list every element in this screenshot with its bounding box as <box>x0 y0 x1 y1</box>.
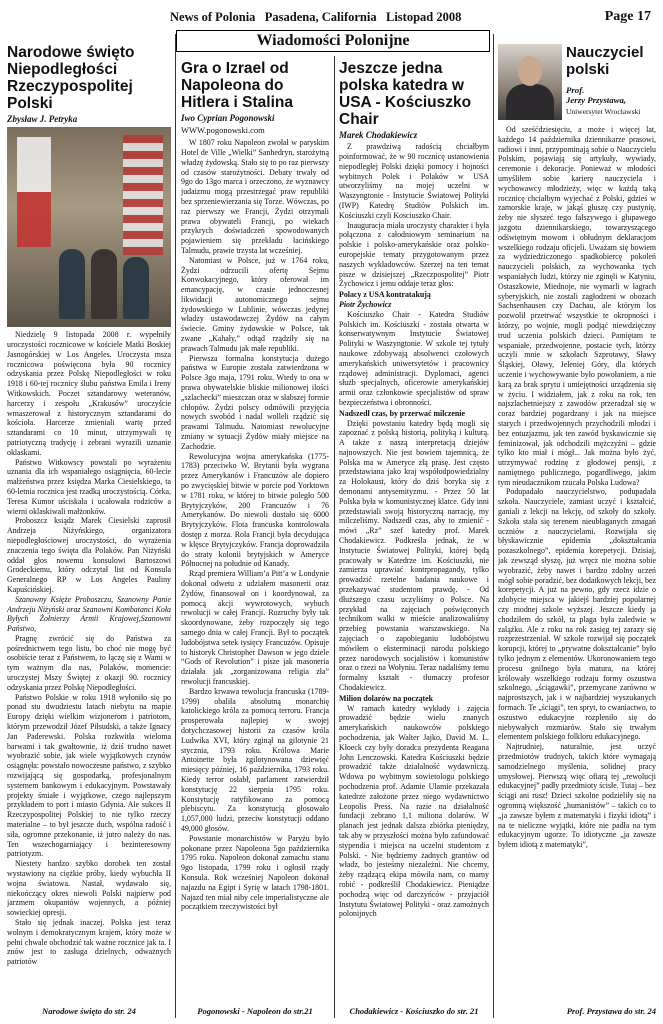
paragraph: Powstanie monarchistów w Paryżu było pokonane przez Napoleona 5go października 1795 roku. Napoleon dokonał zamachu stanu 9go listopada, 1799 roku i ogłosił rządy Konsula. Rok wcześniej Napoleon dokonał najazdu na Egipt i Syrię w latach 1798-1801. Najazd ten miał niby cele imperialistyczne ale początkiem rzeczywistości był <box>181 833 329 912</box>
paragraph: Proboszcz ksiądz Marek Ciesielski zaprosił Andrzeja Niżyńskiego, organizatora niepodległościowej uroczystości, do wyrażenia znaczenia tego święta dla Polaków. Pan Niżyński oddał głos nowemu konsulowi Bartoszowi Grodeckiemu, który odczytał list od Konsula Generalnego RP w Los Angeles Pauliny Kapuścińskiej. <box>7 516 171 594</box>
portrait-torso <box>506 84 554 120</box>
paragraph: Niedzielę 9 listopada 2008 r. wypełniły uroczystości rocznicowe w kościele Matki Boskiej Jasnogórskiej w Los Angeles. Uroczysta msza rocznicowa poświęcona była 90 rocznicy odzyskania przez Polskę Niepodległości w roku 1918 i 60-tej rocznicy ślubu państwa Emila i Ireny Witkowskich. Poczet sztandarowy weteranów, harcerzy i zespołu „Krakusów” uroczyście wmaszerował z historycznym sztandarami do kościoła. Harcerze zmieniali wartę przed sztandarami co 10 minut, utrzymywali tę patriotyczną tradycję i zebrani wyrazili uznanie oklaskami. <box>7 330 171 457</box>
paragraph: Niestety hardzo szybko dorobek ten został wystawiony na ciężkie próby, kiedy wybuchła II wojna światowa. Nastał, wydawało się, niekończący okres niewoli Polski najpierw pod jarzmem okupantów wojennych, a później sowieckiej opresji. <box>7 859 171 918</box>
portrait-head <box>518 56 542 86</box>
paragraph: Pragnę zwrócić się do Państwa za pośrednictwem tego listu, bo choć nie mogę być osobiście teraz z Państwem, to łączę się z Wami w tym ważnym dla nas, Polaków, momencie: uroczystej Mszy Świętej z okazji 90. rocznicy odzyskania przez Polskę Niepodległości. <box>7 633 171 692</box>
paragraph: Stało się jednak inaczej. Polska jest teraz wolnym i demokratycznym krajem, który może w pełni chwale obchodzić tak ważne rocznice jak ta. I znów jest to zasługa dzielnych, odważnych patriotów <box>7 918 171 967</box>
paragraph: Natomiast w Polsce, już w 1764 roku, Żydzi odrzucili ofertę Sejmu Konwokacyjnego, który oferował im emancypację, w czasie jednoczesnej likwidacji autonomicznego sejmu żydowskiego w Lublinie, wówczas jedynej władzy ustawodawczej Żydów na całym świecie. Gminy żydowskie w Polsce, tak zwane „Kahały,” odtąd rządziły się na prawach Talmudu jak małe republiki. <box>181 255 329 353</box>
article-israel-game <box>181 60 329 1016</box>
article-body <box>498 125 656 850</box>
subheading-author: Piotr Żychowicz <box>339 299 392 309</box>
subheading: Milion dolarów na początek <box>339 693 434 703</box>
person-figure <box>91 249 117 319</box>
author-portrait <box>498 44 562 120</box>
continued-link[interactable]: Prof. Przystawa do str. 24 <box>498 1005 656 1016</box>
article-title: Narodowe święto Niepodległości Rzeczypospolitej Polski <box>7 44 135 113</box>
page-header <box>0 0 663 32</box>
article-author: Marek Chodakiewicz <box>339 130 418 141</box>
publication-location: Pasadena, California <box>264 10 377 24</box>
flag-right <box>123 135 163 255</box>
article-independence-day <box>7 44 171 1016</box>
article-title: Gra o Izrael od Napoleona do Hitlera i Stalina <box>181 60 293 112</box>
article-polish-teacher <box>498 44 656 1016</box>
article-title: Jeszcze jedna polska katedra w USA - Kościuszko Chair <box>339 60 472 129</box>
article-author: Iwo Cyprian Pogonowski <box>181 113 275 124</box>
paragraph: Inauguracja miała uroczysty charakter i była połączona z całodniowym seminarium na polskie i polsko-amerykańskie oraz polsko-europejskie tematy przygotowanym przez naszych wykładowców. Szerzej na ten temat pisze w dzisiejszej „Rzeczpospolitej” Piotr Żychowicz i jemu oddaje teraz głos: <box>339 220 489 289</box>
author-university: Uniwersytet Wrocławski <box>566 106 641 116</box>
paragraph: Państwo Witkowscy powstali po wyrażeniu uznania dla ich wspaniałego osiągnięcia, 60-lecie małżeństwa przez księdza Marka Ciesielskiego, ta 60-letnia rocznica jest rzadką uroczystością. Córka, Teresa Kumor uściskała i ucałowała rodziców a wierni oklaskiwali małżonków. <box>7 457 171 516</box>
paragraph: Rząd premiera William’a Pitt’a w Londynie dokonał odwetu z udziałem masonerii oraz Żydów, finansował on i koordynował, za pomocą akcji wywrotowych, wybuch rewolucji w całej Francji. Rozruchy były tak skoordynowane, żeby rozpoczęły się tego samego dnia w całej Francji. Był to początek ludobójstwa setek tysięcy Francuzów. Opisuje to historyk Christopher Dawson w jego dziele “Gods of Revolution” i pisze jak masoneria działała jak „zorganizowana religia zła” rewolucji francuskiej. <box>181 569 329 686</box>
author-prefix: Prof. <box>566 84 585 95</box>
paragraph: Najtrudniej, naturalnie, jest uczyć przedmiotów trudnych, takich które wymagają samodzielnego myślenia, solidnej pracy umysłowej. Pierwszą więc ofiarą tej „rewolucji edukacyjnej” padły przedmioty ścisłe. Tutaj – bez ściągi ani rusz! Dzieci szkolne podzieliły się na ogromną większość „humanistów” – takich co to „ja zawsze byłem z matematyki i fizyki idiotą” i na te nieliczne wyjątki, które nie padła na tym edukacyjnym ugorze. To idiotyczne „ja zawsze byłem idiotą z matematyki”, <box>498 742 656 850</box>
paragraph: W 1807 roku Napoleon zwołał w paryskim Hotel de Ville „Wielki” Sanhedryn, starożytną władzę żydowską. Stało się to po raz pierwszy od czasów starożytności. Debaty trwały od 9go do 13go marca i orzeczono, że wyznawcy judaizmu mogą przestrzegać praw republiki bez sprzeniewierzania się Torze. Wówczas, po raz pierwszy we Francji, Żydzi otrzymali prawa obywateli Francji, po wiekach przykrych doświadczeń spowodowanych pojawieniem się przekładu łacińskiego Talmudu, prawie trzysta lat wcześniej. <box>181 138 329 255</box>
continued-link[interactable]: Narodowe święto do str. 24 <box>7 1005 171 1016</box>
paragraph-salutation: Szanowny Księże Proboszczu, Szanowny Panie Andrzeju Niżyński oraz Szanowni Kombatanci Koła Byłych Żołnierzy Armii Krajowej,Szanowni Państwo, <box>7 594 171 634</box>
article-body <box>339 142 489 919</box>
person-figure <box>123 257 149 319</box>
paragraph: Podupadało nauczycielstwo, podupadała szkoła. Nauczyciele, zamiast uczyć i kształcić, ganiali z lekcji na lekcję, od szkoły do szkoły. Szkoła stała się terenem nieubłaganych zmagań uczniów z nauczycielami. Rozwijała się błyskawicznie epidemia „dokształcania pozaszkolnego”, epidemia korepetycji. Dzisiaj, jak zewsząd słyszę, już wręcz nie można sobie wyobrazić, żeby nawet i bardzo zdolny uczeń mógł sobie poradzić, bez dodatkowych lekcji, bez korepetycji. A już na pewno, gdy rzecz idzie o zdobycie miejsca w jakiejś bardziej popularnej czy modnej szkole wyższej. Jeszcze kiedy ja chodziłem do szkół, ta plaga była zaledwie w zalążku. Ale z roku na rok zasięg tej zarazy się rozprzestrzeniał. W szkole rozwijał się początek korupcji, której to „prywatne dokształcanie” było tylko jednym z elementów. Ukoronowaniem tego procesu gnilnego była matura, na której królowały wszelkiego rodzaju formy oszustwa szkolnego, „ściągawki”, przemycane zarówno w najprostszych, jak i w najbardziej wyszukanych formach. Te „ściągi”, ten spryt, to cwaniactwo, to oszustwo edukacyjne rozpleniło się do niebywałych rozmiarów. Stało się trwałym elementem polskiego folkloru edukacyjnego. <box>498 487 656 742</box>
article-body <box>7 330 171 967</box>
column-rule-2 <box>334 56 335 1018</box>
paragraph: Rewolucyjna wojna amerykańska (1775-1783) przeciwko W. Brytanii była wygrana przez Amerykanów i Francuzów ale dopiero po zwycięskiej bitwie w porcie pod Yorktown w 1781 roku, w której to bitwie poległo 500 Brytyjczyków, 200 Francuzów i 76 Amerykanów. Do niewoli dostało się 6000 Brytyjczyków. Flota francuska kontrolowała dostęp z morza. Rola Francji była decydująca w klęsce Brytyjczyków. Francja doprowadziła do straty kolonii brytyjskich w Ameryce Północnej na południe od Kanady. <box>181 451 329 569</box>
paragraph: Bardzo krwawa rewolucja francuska (1789-1799) obaliła absolutną monarchię katolickiego króla za pomocą terroru. Francja prosperowała najlepiej w swojej dotychczasowej historii za czasów króla Ludwika XVI, który zginął na gilotynie 21 stycznia, 1793 roku. Królowa Marie Antoinette była zgilotynowana dziewięć miesięcy później, 16 października, 1793 roku. Kiedy terror osłabł, parlament zatwierdził konstytucję 22 sierpnia 1795 roku. Konstytucję ratyfikowano za pomocą plebiscytu. Za konstytucją głosowało 1,057,000 ludzi, przeciw konstytucji oddano 49,000 głosów. <box>181 686 329 833</box>
paragraph: Państwo Polskie w roku 1918 wyłoniło się po ponad stu dwudziestu latach niebytu na mapie Europy dzięki wielkim wizjonerom i patriotom, którym przewodził Józef Piłsudski, a także Ignacy Jan Paderewski. Polska rozkwitła wielomа barwami i tak gwałtownie, iż dziś trudno nawet wyobrazić sobie, jak wiele wyjątkowych czynów osiągnęła: powstało nowoczesne państwo, z szybko rozwijającą się gospodarką, profesjonalnym systemem bankowym i edukacyjnym. Powstawały projekty śmiałe i wyjątkowe, czego najlepszym przykładem to port i miasto Gdynia. Ale sukces II Rzeczypospolitej Polskiej to nie tylko rzeczy materialne – to był jeszcze duch, wspólna radość i siła, ogromne przekonanie, iż jutro należy do nas. Ten wszechogarniający i bezinteresowny patriotyzm. <box>7 692 171 859</box>
subheading: Nadszedł czas, by przerwać milczenie <box>339 408 465 418</box>
publication-date: Listopad 2008 <box>385 10 462 24</box>
flag-left <box>17 137 51 247</box>
article-kosciuszko-chair <box>339 60 489 1016</box>
column-rule-1 <box>175 34 176 1018</box>
author-website[interactable]: WWW.pogonowski.com <box>181 125 265 136</box>
article-title: Nauczyciel polski <box>566 44 644 79</box>
paragraph: Dzięki powstaniu katedry będą mogli się zapoznać z polską historią, polityką i kulturą. A także z naszą interpretacją dziejów najnowszych. Nie jest bowiem tajemnicą, że Polska ma w Ameryce złą prasę. Jest często przedstawiana jako kraj współodpowiedzialny za Holokaust, który do dziś boryka się z demonami antysemityzmu. - Przez 50 lat Polska była w komunistycznej klatce. Gdy inni przedstawiali swoją historyczną narrację, my milczeliśmy. Nadszedł czas, aby to zmienić - mówi „Rz” szef katedry prof. Marek Chodakiewicz. Podkreśla jednak, że w Instytucie Światowej Polityki, której będą pracowały w Katedrze im. Kościuszki, nie zamierza uprawiać kontrpropagandy, tylko prowadzić rzetelne badania naukowe i przekazywać studentom prawdę. - Od dłuższego czasu uczyliśmy o Polsce. Na przykład na zajęciach poświęconych technikom walki w mieście analizowaliśmy przebieg powstania warszawskiego. Na zajęciach o zapobieganiu ludobójstwu mówiłem o eksterminacji narodu polskiego przez narodowych socjalistów i komunistów oraz o rzezi na Wołyniu. Teraz nadaliśmy temu formalny kształt - tłumaczy profesor Chodakiewicz. <box>339 418 489 693</box>
paragraph: Pierwsza formalna konstytucja dużego państwa w Europie została zatwierdzona w Polsce 3go maja, 1791 roku. Wtedy to ona w prawa obywatelskie bliskie milionowej ilości „szlachecki” mieszczan oraz w słabszej formie chłopów. Żydzi polscy odmówili przyjęcia nowych swobód i nadal wolleli rządzić się prawami Talmudu. Natomiast rewolucyjne zmiany w sytuacji Żydów miały miejsce na Zachodzie. <box>181 353 329 451</box>
ceremony-photo <box>7 127 171 327</box>
continued-link[interactable]: Chodakiewicz - Kościuszko do str. 21 <box>339 1005 489 1016</box>
article-author: Zbysław J. Petryka <box>7 114 78 125</box>
section-masthead: Wiadomości Polonijne <box>176 30 490 52</box>
article-body <box>181 138 329 912</box>
paragraph: Kościuszko Chair - Katedra Studiów Polskich im. Kościuszki - została otwarta w konserwatywnym Instytucie Światowej Polityki w Waszyngtonie. W szkole tej tytuły naukowe zdobywają absolwenci czołowych amerykańskich uniwersytetów i pracownicy rządowej administracji. Dyplomaci, agenci służb specjalnych, oficerowie amerykańskiej armii oraz członkowie specjalistów od spraw bezpieczeństwa i obronności. <box>339 309 489 407</box>
header-line <box>170 10 461 25</box>
paragraph: Z prawdziwą radością chciałbym poinformować, że w 90 rocznicę ustanowienia niepodległej Polski dzięki pomocy i hojności wybitnych Polek i Polaków w USA utworzyliśmy na mojej uczelni w Waszyngtonie - Instytucie Światowej Polityki (IWP) Katedrę Studiów Polskich im. Kościuszki czyli Kosciuszko Chair. <box>339 142 489 220</box>
page-number: Page 17 <box>604 9 651 24</box>
person-figure <box>59 249 85 319</box>
paragraph: W ramach katedry wykłady i zajęcia prowadzić będzie wielu znanych amerykańskich naukowców polskiego pochodzenia, jak Walter Jajko, David M. L. Kłoeck czy były doradca prezydenta Reagana John Lenczowski. Katedra Kościuszki będzie prowadzić także działalność wydawniczą. Wdowa po wybitnym sowietologu polskiego pochodzenia prof. Adamie Ulamie przekazała katedrze założone przez niego wydawnictwo Leopolis Press. Na razie na działalność fundacji zebrano 1,1 miliona dolarów. W planach jest jednak dalsza zbiórka pieniędzy, tak aby w przyszłości można było zafundować stypendia i miejsca na uczelni studentom z Polski. - Nie będziemy żadnych grantów od władz, bo jesteśmy niezależni. Nie chcemy, żeby rządzącą ekipa mówiła nam, co mamy robić - podkreślił Chodakiewicz. Pieniądze pochodzą więc od darczyńców - przyjaciół Instytutu Światowej Polityki - oraz zamożnych polonijnych <box>339 703 489 919</box>
publication-name: News of Polonia <box>170 10 256 24</box>
subheading: Polacy z USA kontratakują <box>339 290 431 300</box>
continued-link[interactable]: Pogonowski - Napoleon do str.21 <box>181 1005 329 1016</box>
paragraph: Od sześćdziesięciu, a może i więcej lat, każdego 14 października dziennikarze prasowi, radiowi i inni, przypominają sobie o Nauczycielu Polskim, pojawiają się artykuły, wywiady, ceremonie i dekoracje. Ponieważ w młodości umyśliłem sobie karierę nauczyciela i wychowawcy młodzieży, więc w każdą taką rocznicę chciałbym wyjechać z Polski, gdzieś w zamorskie kraje, w jakąś głuszę czy pustynię, żeby nie słyszeć tego fałszywego i głupawego jazgotu dziennikarskiego, towarzyszącego odświętnym mowom i obłudnym deklaracjom wszelkiego rodzaju oficjeli. Uważam się bowiem za wydziedziczonego spadkobiercę pokoleń nauczycieli polskich, za wychowanka tych wspaniałych ludzi, którzy nie zginęli w Katyniu, Ostaszkowie, Miednoje, nie wymarli w łagrach syberyjskich, nie zostali zagłodzeni w obozach Sachsenhausen czy Dachau, ale którym los pozwolił przetrwać wszystkie te okropności i którzy, po wojnie, mogli podjąć niewdzięczny trud uczenia polskich dzieci. Pamiętam te wspaniałe, przedwojenne, postacie tych, którzy uczyli mnie w szkołach Szprotawy, Sławy Śląskiej, Oławy, Jeleniej Góry, dla których uczenie i wychowywanie było powołaniem, a nie karą za brak sprytu i umiejętności urządzenia się w życiu. I widziałem, jak z roku na rok, ten najszlachetniejszy z zawodów przeradzał się w coraz bardziej pogardzany i jak na miejsce starych i przedwojennych przychodzili młodzi i bez entuzjazmu, jak ten zawód byskawicznie się feminizował, jak odchodzili mężczyźni – gdzie tylko kto miał i mógł... Jak można było żyć, utrzymywać rodzinę z głodowej pensji, z namiętnego publicznego, pogardliwego, jakim tym nieudacznikom rzucała Polska Ludowa? <box>498 125 656 487</box>
article-author: Jerzy Przystawa, <box>566 95 627 106</box>
column-rule-3 <box>493 34 494 1018</box>
